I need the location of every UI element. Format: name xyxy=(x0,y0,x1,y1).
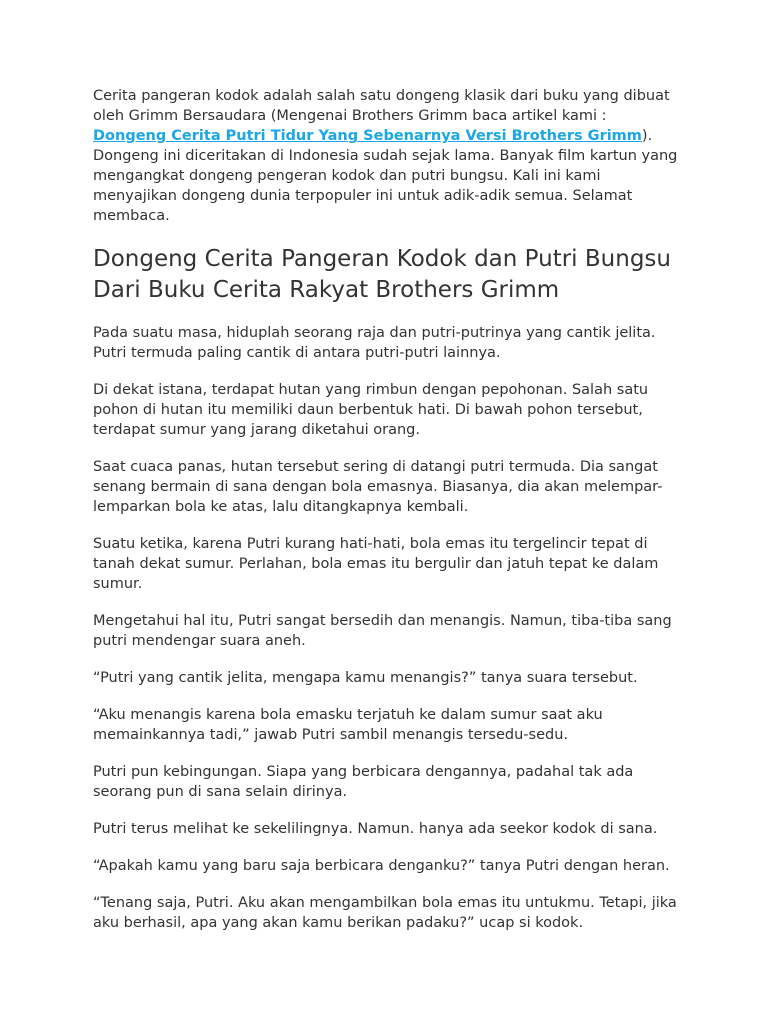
document-body xyxy=(93,86,683,950)
story-heading: Dongeng Cerita Pangeran Kodok dan Putri Bungsu Dari Buku Cerita Rakyat Brothers Grimm xyxy=(93,246,671,303)
story-paragraph-10: “Apakah kamu yang baru saja berbicara denganku?” tanya Putri dengan heran. xyxy=(93,858,670,874)
story-paragraph-5: Mengetahui hal itu, Putri sangat bersedih dan menangis. Namun, tiba-tiba sang putri mendengar suara aneh. xyxy=(93,613,672,649)
story-paragraph-3: Saat cuaca panas, hutan tersebut sering di datangi putri termuda. Dia sangat senang bermain di sana dengan bola emasnya. Biasanya, dia akan melempar-lemparkan bola ke atas, lalu ditangkapnya kembali. xyxy=(93,459,663,515)
story-paragraph-11: “Tenang saja, Putri. Aku akan mengambilkan bola emas itu untukmu. Tetapi, jika aku berhasil, apa yang akan kamu berikan padaku?” ucap si kodok. xyxy=(93,895,677,931)
story-paragraph-1: Pada suatu masa, hiduplah seorang raja dan putri-putrinya yang cantik jelita. Putri termuda paling cantik di antara putri-putri lainnya. xyxy=(93,325,656,361)
article-link[interactable]: Dongeng Cerita Putri Tidur Yang Sebenarnya Versi Brothers Grimm xyxy=(93,128,642,144)
story-paragraph-4: Suatu ketika, karena Putri kurang hati-hati, bola emas itu tergelincir tepat di tanah dekat sumur. Perlahan, bola emas itu bergulir dan jatuh tepat ke dalam sumur. xyxy=(93,536,659,592)
story-paragraph-7: “Aku menangis karena bola emasku terjatuh ke dalam sumur saat aku memainkannya tadi,” jawab Putri sambil menangis tersedu-sedu. xyxy=(93,707,603,743)
story-paragraph-8: Putri pun kebingungan. Siapa yang berbicara dengannya, padahal tak ada seorang pun di sana selain dirinya. xyxy=(93,764,634,800)
story-paragraph-2: Di dekat istana, terdapat hutan yang rimbun dengan pepohonan. Salah satu pohon di hutan itu memiliki daun berbentuk hati. Di bawah pohon tersebut, terdapat sumur yang jarang diketahui orang. xyxy=(93,382,649,438)
intro-text-after-link: ). Dongeng ini diceritakan di Indonesia sudah sejak lama. Banyak film kartun yang mengangkat dongeng pengeran kodok dan putri bungsu. Kali ini kami menyajikan dongeng dunia terpopuler ini untuk adik-adik semua. Selamat membaca. xyxy=(93,128,678,224)
story-paragraph-9: Putri terus melihat ke sekelilingnya. Namun. hanya ada seekor kodok di sana. xyxy=(93,821,658,837)
intro-text-before-link: Cerita pangeran kodok adalah salah satu dongeng klasik dari buku yang dibuat oleh Grimm Bersaudara (Mengenai Brothers Grimm baca artikel kami : xyxy=(93,88,670,124)
story-paragraph-6: “Putri yang cantik jelita, mengapa kamu menangis?” tanya suara tersebut. xyxy=(93,670,638,686)
intro-paragraph xyxy=(93,86,683,226)
